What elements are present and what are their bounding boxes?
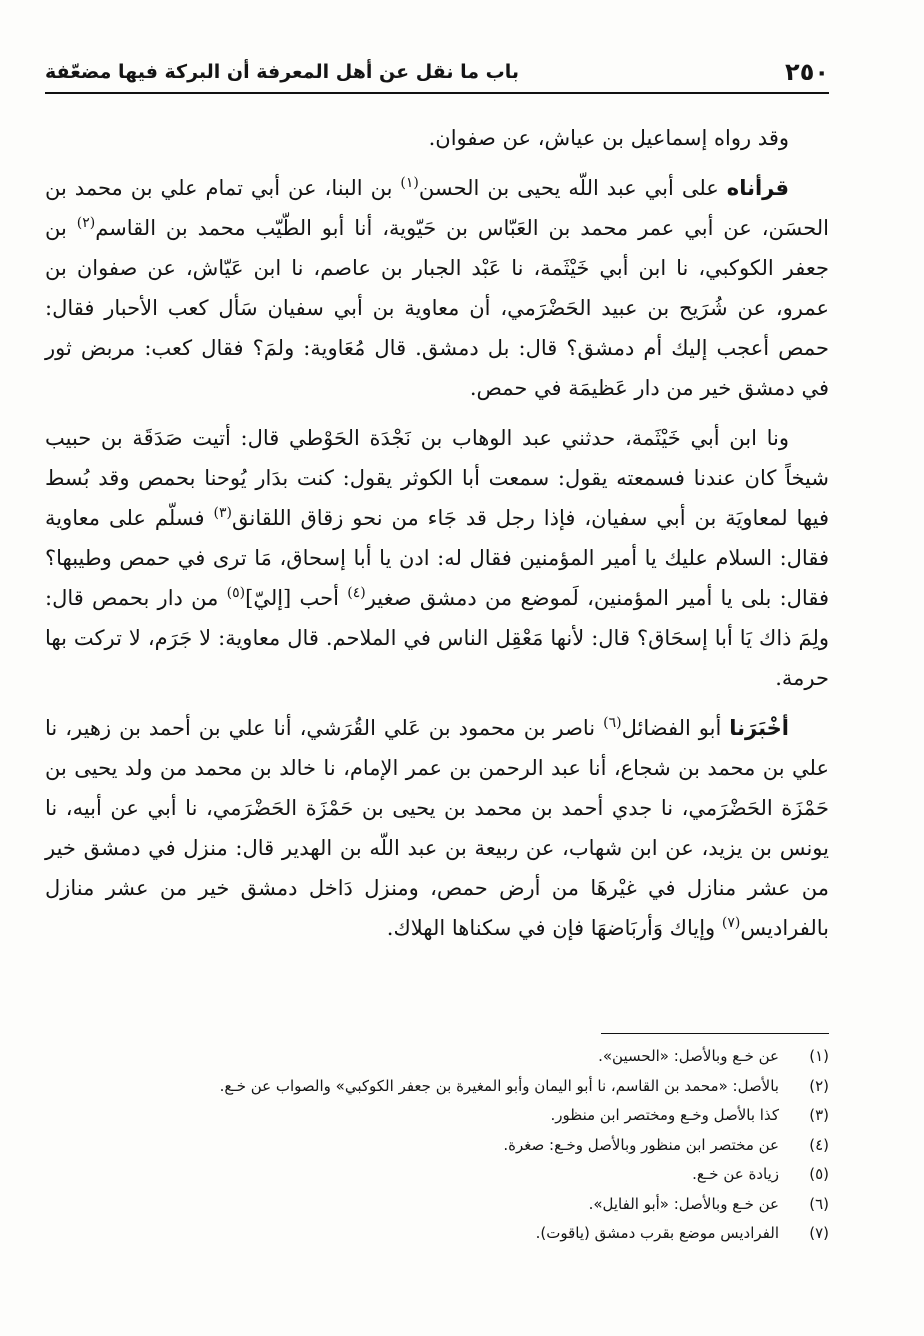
page-header	[45, 52, 829, 94]
footnote-number: (٦)	[809, 1194, 829, 1213]
paragraph-1	[45, 118, 829, 158]
footnote-ref: (٥)	[226, 585, 246, 601]
lead-word: قرأناه	[726, 176, 789, 200]
paragraph-4	[45, 708, 829, 948]
paragraph-text: وإياك وَأربَاضهَا فإن في سكناها الهلاك.	[386, 916, 722, 940]
footnote-text: عن خـع وبالأصل: «أبو الفايل».	[588, 1194, 779, 1213]
footnote-text: بالأصل: «محمد بن القاسم، نا أبو اليمان وأبو المغيرة بن جعفر الكوكبي» والصواب عن خـع.	[219, 1076, 779, 1095]
paragraph-2	[45, 168, 829, 408]
page-number: ٢٥٠	[785, 58, 829, 86]
footnote-item	[45, 1101, 829, 1131]
footnote-ref: (٧)	[721, 915, 741, 931]
footnote-text: كذا بالأصل وخـع ومختصر ابن منظور.	[550, 1106, 779, 1124]
footnote-item	[45, 1131, 829, 1161]
paragraph-text: وقد رواه إسماعيل بن عياش، عن صفوان.	[428, 126, 789, 150]
footnote-item	[45, 1072, 829, 1102]
paragraph-text: ونا ابن أبي خَيْثَمة، حدثني عبد الوهاب بن نَجْدَة الحَوْطي قال: أتيت صَدَقَة بن حبيب شيخاً كان عندنا فسمعته يقول: سمعت أبا الكوثر يقول: كنت بدَار يُوحنا بحمص وقد بُسط فيها لمعاويَة بن أبي سفيان، فإذا رجل قد جَاء من نحو زقاق اللقانق	[45, 426, 829, 530]
paragraph-text: أحب [إليّ]	[245, 586, 348, 610]
paragraph-text: بن جعفر الكوكبي، نا ابن أبي خَيْثَمة، نا عَبْد الجبار بن عاصم، نا ابن عَيّاش، عن صفوان بن عمرو، عن شُرَيح بن عبيد الحَضْرَمي، أن معاوية بن أبي سفيان سَأل كعب الأحبار فقال: حمص أعجب إليك أم دمشق؟ قال: بل دمشق. قال مُعَاوية: ولمَ؟ فقال كعب: مربض ثور في دمشق خير من دار عَظيمَة في حمص.	[45, 216, 829, 400]
footnote-number: (٣)	[809, 1106, 829, 1124]
paragraph-text: فسلّم على معاوية فقال: السلام عليك يا أمير المؤمنين فقال له: ادن يا أبا إسحاق، مَا ترى في حمص وطيبها؟ فقال: بلى يا أمير المؤمنين، لَموضع من دمشق صغير	[45, 506, 829, 610]
paragraph-text: بن البنا، عن أبي تمام علي بن محمد بن الحسَن، عن أبي عمر محمد بن العَبّاس بن حَيّوية، أنا أبو الطّيّب محمد بن القاسم	[45, 176, 829, 240]
paragraph-3	[45, 418, 829, 698]
footnote-text: عن خـع وبالأصل: «الحسين».	[598, 1047, 779, 1065]
footnote-text: زيادة عن خـع.	[692, 1165, 779, 1183]
footnote-item	[45, 1219, 829, 1249]
footnote-ref: (٣)	[213, 505, 232, 521]
footnote-ref: (٢)	[76, 215, 96, 231]
footnote-number: (٤)	[809, 1135, 829, 1154]
lead-word: أخْبَرَنا	[729, 716, 790, 740]
paragraph-text: ناصر بن محمود بن عَلي القُرَشي، أنا علي بن أحمد بن زهير، نا علي بن محمد بن شجاع، أنا عبد الرحمن بن عمر الإمام، نا خالد بن محمد من ولد يحيى بن حَمْزَة الحَضْرَمي، نا جدي أحمد بن محمد بن يحيى بن حَمْزَة الحَضْرَمي، نا أبي عن أبيه، نا يونس بن يزيد، عن ابن شهاب، عن ربيعة بن عبد اللّه بن الهدير قال: منزل في دمشق خير من عشر منازل في غيْرهَا من أرض حمص، ومنزل دَاخل دمشق خير من عشر منازل بالفراديس	[45, 716, 829, 940]
footnote-text: عن مختصر ابن منظور وبالأصل وخـع: صغرة.	[503, 1135, 779, 1154]
footnote-ref: (٦)	[603, 715, 622, 731]
footnote-item	[45, 1160, 829, 1190]
main-text	[45, 118, 829, 958]
running-title: باب ما نقل عن أهل المعرفة أن البركة فيها مضعّفة	[45, 61, 519, 83]
paragraph-text: من دار بحمص قال: ولِمَ ذاك يَا أبا إسحَاق؟ قال: لأنها مَعْقِل الناس في الملاحم. قال معاوية: لا جَرَم، لا تركت بها حرمة.	[45, 586, 829, 690]
footnote-number: (٢)	[809, 1076, 829, 1095]
footnote-ref: (٤)	[347, 585, 366, 601]
footnote-item	[45, 1042, 829, 1072]
footnote-text: الفراديس موضع بقرب دمشق (ياقوت).	[535, 1224, 779, 1242]
paragraph-text: أبو الفضائل	[621, 716, 730, 740]
footnote-item	[45, 1190, 829, 1220]
footnote-ref: (١)	[400, 175, 419, 191]
footnote-divider	[601, 1033, 829, 1034]
paragraph-text: على أبي عبد اللّه يحيى بن الحسن	[418, 176, 727, 200]
footnote-number: (٧)	[809, 1224, 829, 1242]
footnotes	[45, 1042, 829, 1249]
footnote-number: (٥)	[809, 1165, 829, 1183]
footnote-number: (١)	[809, 1047, 829, 1065]
